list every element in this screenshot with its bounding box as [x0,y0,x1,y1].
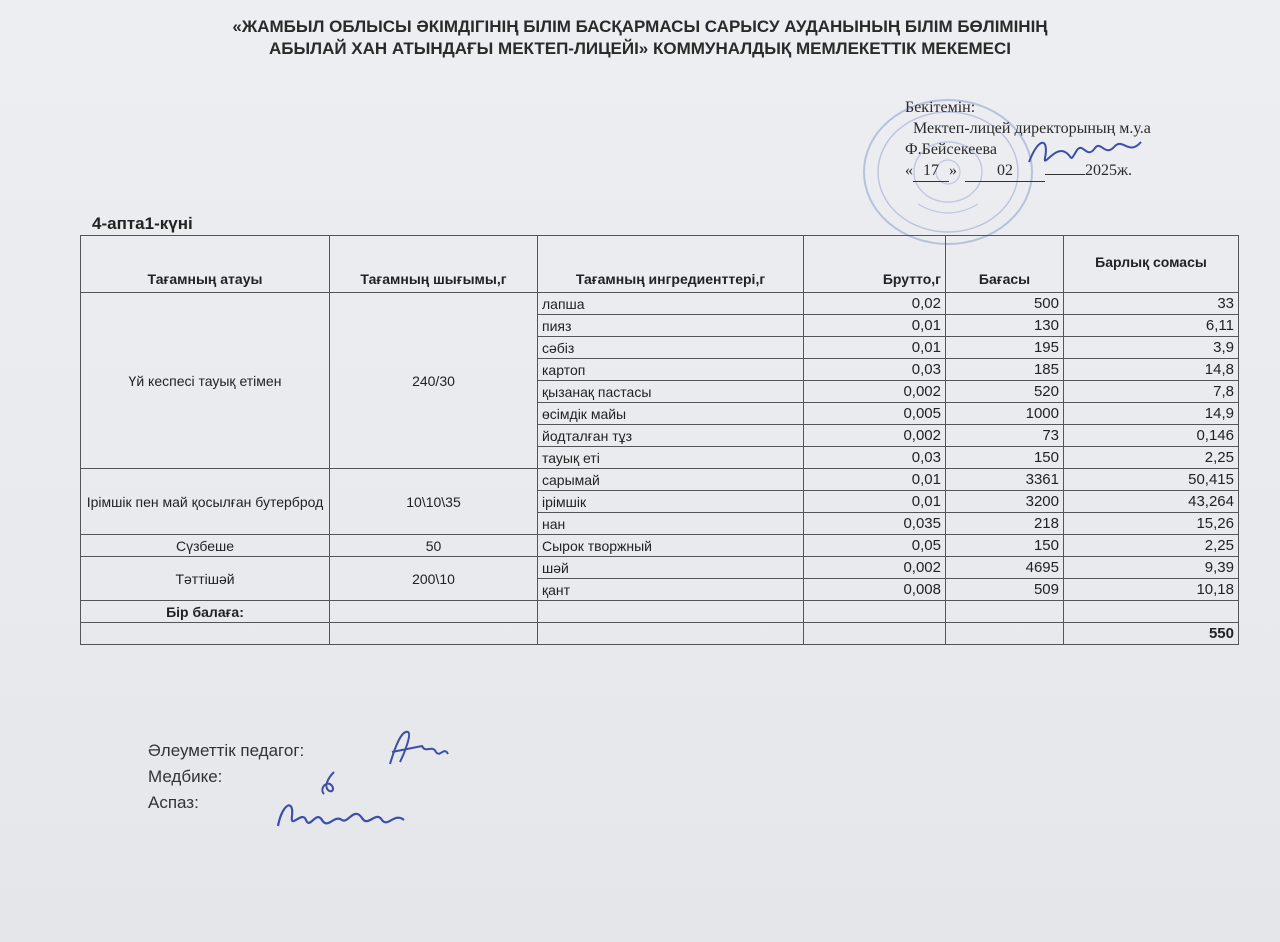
ingredient-brutto: 0,01 [804,469,946,491]
ingredient-name: ірімшік [538,491,804,513]
dish-name: Ірімшік пен май қосылған бутерброд [81,469,330,535]
header-line-2: АБЫЛАЙ ХАН АТЫНДАҒЫ МЕКТЕП-ЛИЦЕЙІ» КОММУНАЛДЫҚ МЕМЛЕКЕТТІК МЕКЕМЕСІ [269,39,1011,58]
ingredient-name: картоп [538,359,804,381]
ingredient-brutto: 0,03 [804,359,946,381]
grand-total-value: 550 [1064,623,1239,645]
table-header-row [81,236,1239,293]
ingredient-name: сәбіз [538,337,804,359]
ingredient-price: 520 [946,381,1064,403]
week-day-label: 4-апта1-күні [92,214,193,233]
ingredient-name: қызанақ пастасы [538,381,804,403]
ingredient-name: лапша [538,293,804,315]
ingredient-total: 14,8 [1064,359,1239,381]
ingredient-brutto: 0,005 [804,403,946,425]
approval-line-2: Мектеп-лицей директорының м.у.а [913,120,1151,137]
ingredient-price: 3200 [946,491,1064,513]
date-day: 17 [913,160,949,182]
document-header [0,16,1280,60]
ingredient-total: 33 [1064,293,1239,315]
ingredient-price: 3361 [946,469,1064,491]
header-price: Бағасы [946,236,1064,293]
pedagogue-signature [382,724,452,770]
ingredient-name: сарымай [538,469,804,491]
ingredient-name: өсімдік майы [538,403,804,425]
ingredient-price: 185 [946,359,1064,381]
ingredient-total: 15,26 [1064,513,1239,535]
header-ingredients: Тағамның ингредиенттері,г [538,236,804,293]
dish-name: Үй кеспесі тауық етімен [81,293,330,469]
table-body [81,293,1239,645]
dish-yield: 200\10 [330,557,538,601]
ingredient-brutto: 0,008 [804,579,946,601]
menu-table [80,235,1239,645]
ingredient-name: тауық еті [538,447,804,469]
ingredient-brutto: 0,002 [804,557,946,579]
cook-signature [272,790,412,840]
ingredient-name: қант [538,579,804,601]
ingredient-total: 14,9 [1064,403,1239,425]
ingredient-price: 73 [946,425,1064,447]
ingredient-total: 3,9 [1064,337,1239,359]
ingredient-total: 6,11 [1064,315,1239,337]
ingredient-price: 218 [946,513,1064,535]
per-child-label: Бір балаға: [81,601,330,623]
ingredient-brutto: 0,01 [804,315,946,337]
ingredient-name: шәй [538,557,804,579]
ingredient-brutto: 0,05 [804,535,946,557]
table-row [81,469,1239,491]
table-row [81,293,1239,315]
header-line-1: «ЖАМБЫЛ ОБЛЫСЫ ӘКІМДІГІНІҢ БІЛІМ БАСҚАРМАСЫ САРЫСУ АУДАНЫНЫҢ БІЛІМ БӨЛІМІНІҢ [232,17,1048,36]
ingredient-brutto: 0,03 [804,447,946,469]
ingredient-total: 0,146 [1064,425,1239,447]
pedagogue-label: Әлеуметтік педагог: [148,741,305,760]
ingredient-brutto: 0,035 [804,513,946,535]
approval-line-3: Ф.Бейсекеева [905,141,997,158]
ingredient-total: 9,39 [1064,557,1239,579]
ingredient-price: 150 [946,535,1064,557]
header-yield: Тағамның шығымы,г [330,236,538,293]
ingredient-total: 7,8 [1064,381,1239,403]
ingredient-name: Сырок творжный [538,535,804,557]
dish-yield: 50 [330,535,538,557]
ingredient-total: 10,18 [1064,579,1239,601]
ingredient-name: нан [538,513,804,535]
table-row [81,535,1239,557]
ingredient-brutto: 0,01 [804,337,946,359]
grand-total-row [81,623,1239,645]
ingredient-price: 150 [946,447,1064,469]
header-brutto: Брутто,г [804,236,946,293]
ingredient-name: пияз [538,315,804,337]
approval-line-1: Бекітемін: [905,99,976,116]
dish-name: Тәттішәй [81,557,330,601]
ingredient-price: 195 [946,337,1064,359]
ingredient-brutto: 0,01 [804,491,946,513]
ingredient-total: 2,25 [1064,535,1239,557]
ingredient-price: 500 [946,293,1064,315]
ingredient-total: 2,25 [1064,447,1239,469]
header-total: Барлық сомасы [1064,236,1239,293]
ingredient-total: 50,415 [1064,469,1239,491]
header-dish-name: Тағамның атауы [81,236,330,293]
date-year: 2025ж. [1085,162,1133,179]
footer-row [81,601,1239,623]
dish-name: Сүзбеше [81,535,330,557]
ingredient-price: 130 [946,315,1064,337]
ingredient-brutto: 0,002 [804,381,946,403]
dish-yield: 10\10\35 [330,469,538,535]
dish-yield: 240/30 [330,293,538,469]
ingredient-price: 4695 [946,557,1064,579]
cook-label: Аспаз: [148,793,199,812]
director-signature [1025,128,1145,176]
ingredient-name: йодталған тұз [538,425,804,447]
ingredient-price: 509 [946,579,1064,601]
approval-date: « 17 » 02 2025ж. [905,160,1265,182]
ingredient-brutto: 0,02 [804,293,946,315]
nurse-label: Медбике: [148,767,223,786]
ingredient-brutto: 0,002 [804,425,946,447]
table-row [81,557,1239,579]
ingredient-price: 1000 [946,403,1064,425]
ingredient-total: 43,264 [1064,491,1239,513]
date-month: 02 [965,160,1045,182]
